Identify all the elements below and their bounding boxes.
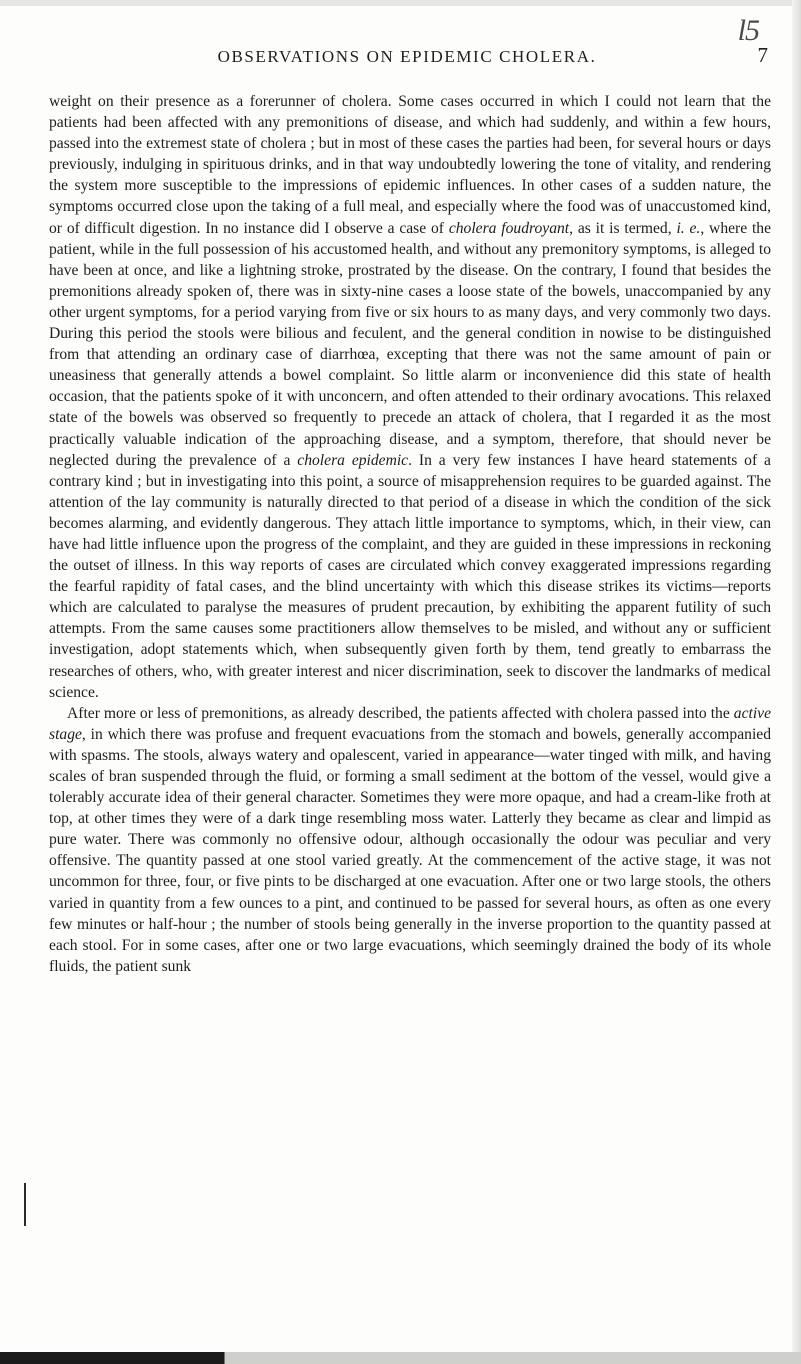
text-run: After more or less of premonitions, as already described, the patients affected with cholera passed into the (67, 704, 734, 722)
paragraph-2 (49, 703, 771, 977)
margin-mark (24, 1183, 26, 1205)
text-run: , where the patient, while in the full possession of his accustomed health, and without any premonitory symptoms, is alleged to have been at once, and like a lightning stroke, prostrated by the disease. On the contrary, I found that besides the premonitions already spoken of, there was in sixty-nine cases a loose state of the bowels, unaccompanied by any other urgent symptoms, for a period varying from five or six hours to as many days, and very commonly two days. During this period the stools were bilious and feculent, and the general condition in nowise to be distinguished from that attending an ordinary case of diarrhœa, excepting that there was not the same amount of pain or uneasiness that generally attends a bowel complaint. So little alarm or inconvenience did this state of health occasion, that the patients spoke of it with unconcern, and often attended to their ordinary avocations. This relaxed state of the bowels was observed so frequently to precede an attack of cholera, that I regarded it as the most practically valuable indication of the approaching disease, and a symptom, therefore, that should never be neglected during the prevalence of a (49, 219, 772, 469)
text-run: , in which there was profuse and frequent evacuations from the stomach and bowels, generally accompanied with spasms. The stools, always watery and opalescent, varied in appearance—water tinged with milk, and having scales of bran suspended through the fluid, or forming a small sediment at the bottom of the vessel, would give a tolerably accurate idea of their general character. Sometimes they were more opaque, and had a cream-like froth at top, at other times they were of a dark tinge resembling moss water. Latterly they became as clear and limpid as pure water. There was commonly no offensive odour, although occasionally the odour was peculiar and very offensive. The quantity passed at one stool varied greatly. At the commencement of the active stage, it was not uncommon for three, four, or five pints to be discharged at one evacuation. After one or two large stools, the others varied in quantity from a few ounces to a pint, and continued to be passed for several hours, as often as one every few minutes or half-hour ; the number of stools being generally in the inverse proportion to the quantity passed at each stool. For in some cases, after one or two large evacuations, which seemingly drained the body of its whole fluids, the patient sunk (49, 725, 771, 975)
page-right-edge (792, 0, 801, 1364)
running-head-title: OBSERVATIONS ON EPIDEMIC CHOLERA. (217, 47, 597, 66)
bottom-edge-bar (0, 1352, 801, 1364)
italic-phrase: cholera foudroyant (448, 219, 570, 237)
italic-phrase: cholera epidemic (297, 451, 409, 469)
running-head (48, 43, 768, 71)
paragraph-1 (49, 91, 771, 703)
text-run: . In a very few instances I have heard statements of a contrary kind ; but in investigating into this point, a source of misapprehension requires to be guarded against. The attention of the lay community is naturally directed to that period of a disease in which the condition of the sick becomes alarming, and evidently dangerous. They attach little importance to symptoms, which, in their view, can have had little influence upon the progress of the complaint, and they are guided in these impressions in reckoning the outset of illness. In this way reports of cases are circulated which convey exaggerated impressions regarding the fearful rapidity of fatal cases, and the blind uncertainty with which this disease strikes its victims—reports which are calculated to paralyse the measures of prudent precaution, by exhibiting the apparent futility of such attempts. From the same causes some practitioners allow themselves to be misled, and without any or sufficient investigation, adopt statements which, when subsequently given forth by them, tend greatly to embarrass the researches of others, who, with greater interest and nicer discrimination, seek to discover the landmarks of medical science. (49, 451, 771, 701)
italic-phrase: i. e. (676, 219, 701, 237)
margin-mark (24, 1204, 26, 1226)
page-number: 7 (757, 43, 768, 67)
text-run: weight on their presence as a forerunner of cholera. Some cases occurred in which I could not learn that the patients had been affected with any premonitions of disease, and which had suddenly, and within a few hours, passed into the extremest state of cholera ; but in most of these cases the parties had been, for several hours or days previously, indulging in spirituous drinks, and in that way undoubtedly lowering the tone of vitality, and rendering the system more susceptible to the impressions of epidemic influences. In other cases of a sudden nature, the symptoms occurred close upon the taking of a full meal, and especially where the food was of unaccustomed kind, or of difficult digestion. In no instance did I observe a case of (49, 93, 771, 237)
handwritten-page-mark: l5 (737, 14, 759, 47)
top-edge-shadow (0, 0, 801, 6)
text-run: , as it is termed, (569, 219, 677, 237)
italic-phrase: active stage (49, 704, 771, 743)
body-text (49, 91, 771, 977)
